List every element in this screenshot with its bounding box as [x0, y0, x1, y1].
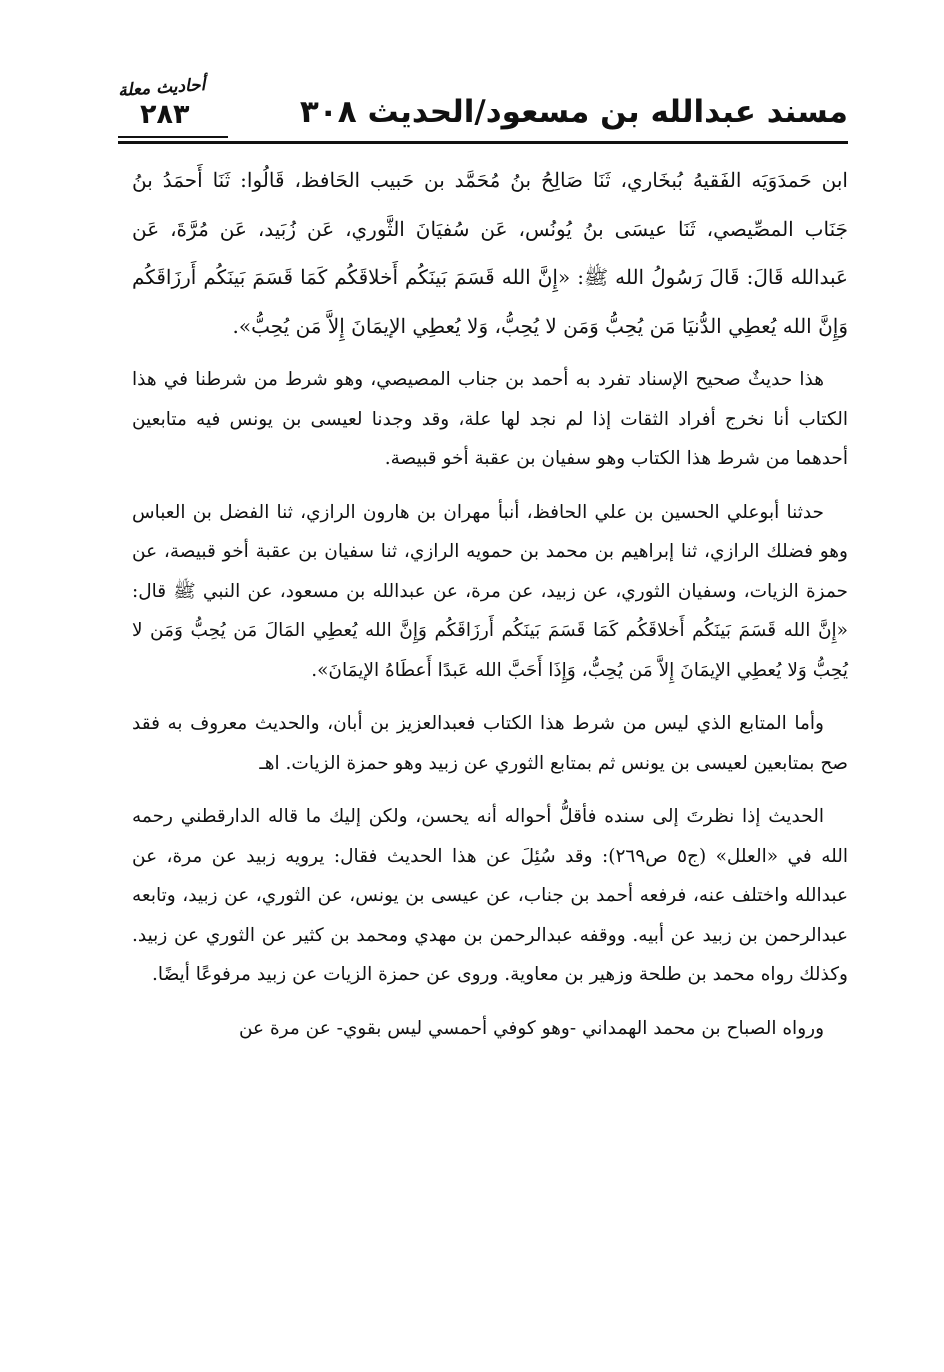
final-paragraph: ورواه الصباح بن محمد الهمداني -وهو كوفي أحمسي ليس بقوي- عن مرة عن [238, 1017, 824, 1039]
hadith-text-paragraph: ابن حَمدَوَيَه الفَقيهُ بُبخَاري، ثَنَا صَالِحُ بنُ مُحَمَّد بن حَبيب الحَافظ، قَالُوا: ثَنَا أَحمَدُ بنُ جَنَاب المصِّيصي، ثَنَا عيسَى بنُ يُونُس، عَن سُفيَانَ الثَّوري، عَن زُبَيد، عَن مُرَّةَ، عَن عَبدالله قَالَ: قَالَ رَسُولُ الله ﷺ: «إِنَّ الله قَسَمَ بَينَكُم أَخلاقَكُم كَمَا قَسَمَ بَينَكُم أَرزَاقَكُم وَإِنَّ الله يُعطِي الدُّنيَا مَن يُحِبُّ وَمَن لا يُحِبُّ، وَلا يُعطِي الإيمَانَ إِلاَّ مَن يُحِبُّ». [132, 168, 848, 338]
follower-paragraph: وأما المتابع الذي ليس من شرط هذا الكتاب فعبدالعزيز بن أبان، والحديث معروف به فقد صح بمتابعين لعيسى بن يونس ثم بمتابع الثوري عن زبيد وهو حمزة الزيات. اهـ [132, 713, 848, 774]
authentication-paragraph: هذا حديثٌ صحيح الإسناد تفرد به أحمد بن جناب المصيصي، وهو شرط من شرطنا في هذا الكتاب أنا نخرج أفراد الثقات إذا لم نجد لها علة، وقد وجدنا لعيسى بن يونس فيه متابعين أحدهما من شرط هذا الكتاب وهو سفيان بن عقبة أخو قبيصة. [132, 369, 848, 469]
second-chain-paragraph: حدثنا أبوعلي الحسين بن علي الحافظ، أنبأ مهران بن هارون الرازي، ثنا الفضل بن العباس وهو فضلك الرازي، ثنا إبراهيم بن محمد بن حمويه الرازي، ثنا سفيان بن عقبة أخو قبيصة، عن حمزة الزيات، وسفيان الثوري، عن زبيد، عن مرة، عن عبدالله بن مسعود، عن النبي ﷺ قال: «إِنَّ الله قَسَمَ بَينَكُم أَخلاقَكُم كَمَا قَسَمَ بَينَكُم أَرزَاقَكُم وَإِنَّ الله يُعطِي المَالَ مَن يُحِبُّ وَمَن لا يُحِبُّ وَلا يُعطِي الإيمَانَ إِلاَّ مَن يُحِبُّ، وَإِذَا أَحَبَّ الله عَبدًا أَعطَاهُ الإيمَانَ». [132, 501, 848, 681]
handwritten-margin-note: أحاديث معلة [117, 74, 206, 102]
running-title: مسند عبدالله بن مسعود/الحديث ٣٠٨ [299, 94, 848, 130]
daraqutni-paragraph: الحديث إذا نظرتَ إلى سنده فأقلُّ أحواله أنه يحسن، ولكن إليك ما قاله الدارقطني رحمه الله في «العلل» (ج٥ ص٢٦٩): وقد سُئِلَ عن هذا الحديث فقال: يرويه زبيد عن مرة، عن عبدالله واختلف عنه، فرفعه أحمد بن جناب، عن عيسى بن يونس، عن الثوري، عن زبيد، وتابعه عبدالرحمن بن زبيد عن أبيه. ووقفه عبدالرحمن بن مهدي ومحمد بن كثير عن الثوري عن زبيد. وكذلك رواه محمد بن طلحة وزهير بن معاوية. وروى عن حمزة الزيات عن زبيد مرفوعًا أيضًا. [132, 806, 849, 985]
header-rule [118, 141, 848, 144]
page-body [132, 156, 848, 1048]
page-header [117, 74, 848, 144]
header-rule-short [118, 136, 228, 138]
page-number: ٢٨٣ [140, 99, 190, 130]
